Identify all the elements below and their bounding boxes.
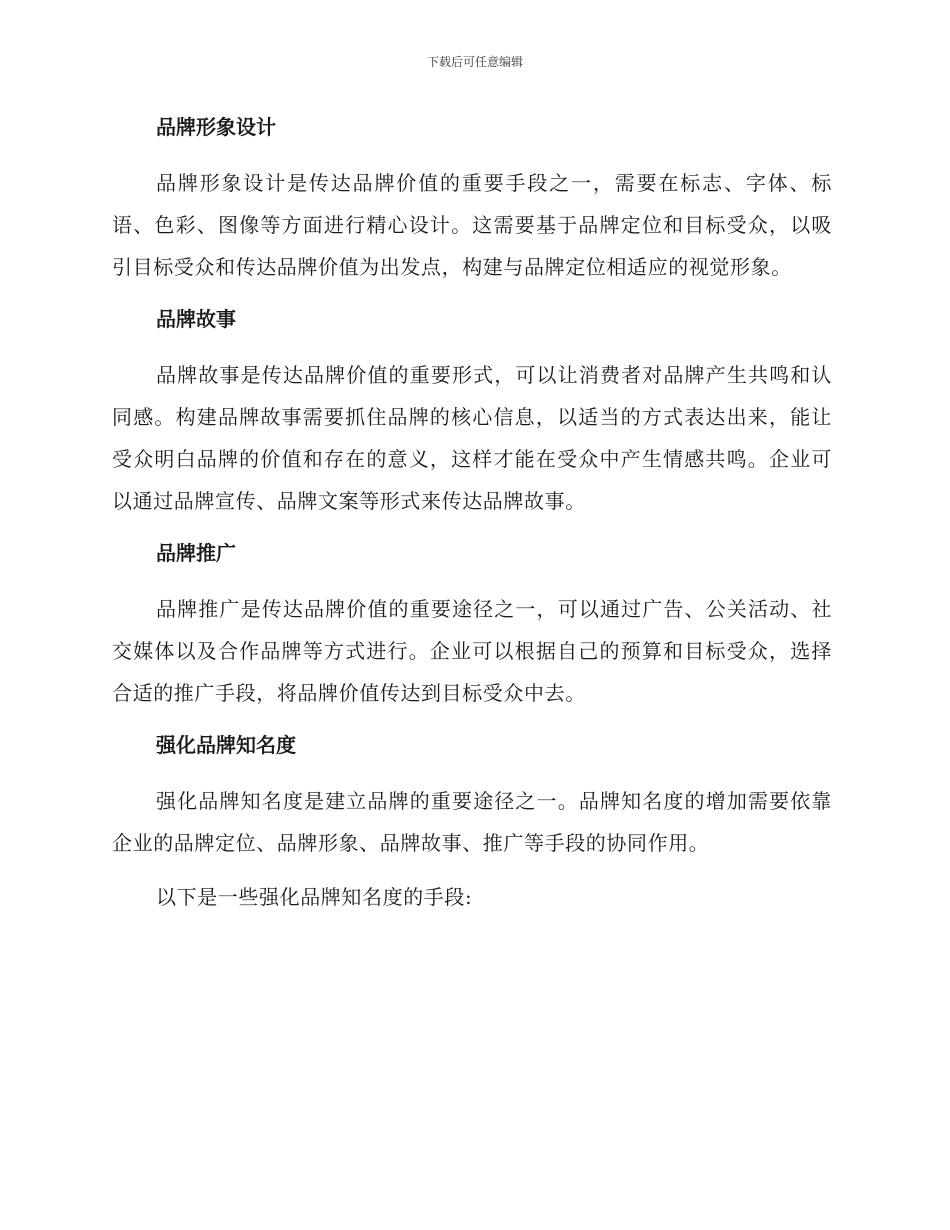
page-header-note: 下载后可任意编辑: [426, 55, 523, 69]
paragraph-brand-image: 品牌形象设计是传达品牌价值的重要手段之一，需要在标志、字体、标语、色彩、图像等方面进行精心设计。这需要基于品牌定位和目标受众，以吸引目标受众和传达品牌价值为出发点，构建与品牌定位相适应的视觉形象。: [112, 171, 832, 279]
paragraph-brand-promotion: 品牌推广是传达品牌价值的重要途径之一，可以通过广告、公关活动、社交媒体以及合作品牌等方式进行。企业可以根据自己的预算和目标受众，选择合适的推广手段，将品牌价值传达到目标受众中去。: [112, 597, 832, 705]
section-heading-brand-image: 品牌形象设计: [156, 115, 276, 139]
document-body: [112, 108, 832, 930]
section-heading-brand-awareness: 强化品牌知名度: [156, 733, 296, 757]
section-heading-brand-promotion: 品牌推广: [156, 541, 236, 565]
section-heading-brand-story: 品牌故事: [156, 307, 236, 331]
paragraph-brand-story: 品牌故事是传达品牌价值的重要形式，可以让消费者对品牌产生共鸣和认同感。构建品牌故事需要抓住品牌的核心信息，以适当的方式表达出来，能让受众明白品牌的价值和存在的意义，这样才能在受众中产生情感共鸣。企业可以通过品牌宣传、品牌文案等形式来传达品牌故事。: [112, 363, 832, 513]
paragraph-awareness-means-intro: 以下是一些强化品牌知名度的手段:: [156, 885, 473, 909]
paragraph-brand-awareness: 强化品牌知名度是建立品牌的重要途径之一。品牌知名度的增加需要依靠企业的品牌定位、品牌形象、品牌故事、推广等手段的协同作用。: [112, 789, 832, 855]
